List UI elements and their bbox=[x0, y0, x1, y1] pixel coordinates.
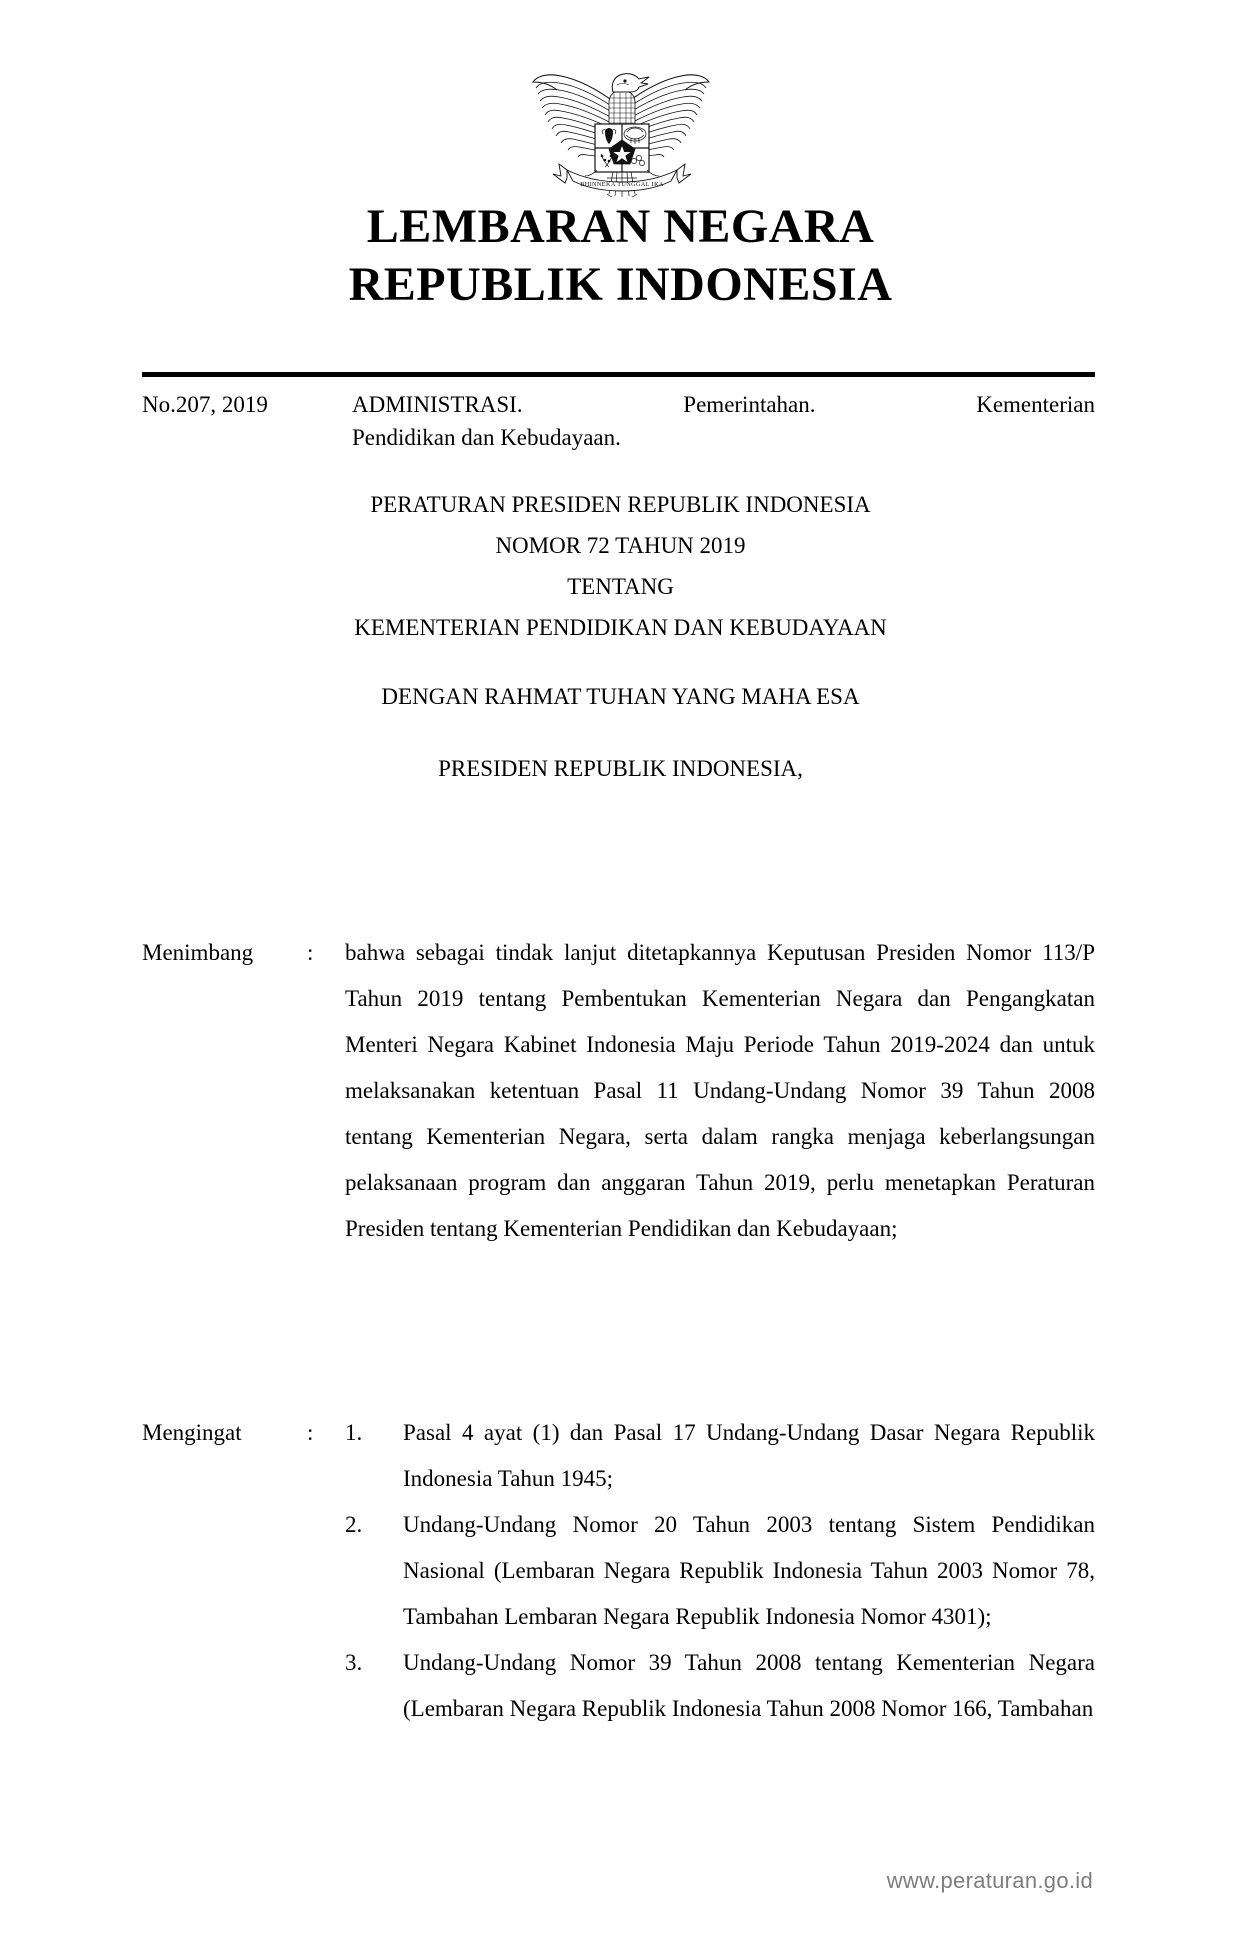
emblem-container bbox=[0, 52, 1241, 202]
legal-basis-section bbox=[142, 1410, 1095, 1732]
gazette-subject-line-1: ADMINISTRASI. Pemerintahan. Kementerian bbox=[352, 392, 1095, 417]
regulation-title-block bbox=[0, 484, 1241, 789]
svg-text:BHINNEKA TUNGGAL IKA: BHINNEKA TUNGGAL IKA bbox=[579, 181, 664, 188]
legal-basis-label: Mengingat bbox=[142, 1420, 242, 1445]
legal-basis-list bbox=[345, 1410, 1095, 1732]
page-footer bbox=[0, 1868, 1241, 1894]
masthead-line-1: LEMBARAN NEGARA bbox=[366, 200, 875, 253]
title-line-1: PERATURAN PRESIDEN REPUBLIK INDONESIA bbox=[370, 492, 871, 517]
considerations-text: bahwa sebagai tindak lanjut ditetapkannya Keputusan Presiden Nomor 113/P Tahun 2019 tentang Pembentukan Kementerian Negara dan Pengangkatan Menteri Negara Kabinet Indonesia Maju Periode Tahun 2019-2024 dan untuk melaksanakan ketentuan Pasal 11 Undang-Undang Nomor 39 Tahun 2008 tentang Kementerian Negara, serta dalam rangka menjaga keberlangsungan pelaksanaan program dan anggaran Tahun 2019, perlu menetapkan Peraturan Presiden tentang Kementerian Pendidikan dan Kebudayaan; bbox=[345, 940, 1095, 1241]
list-item bbox=[345, 1502, 1095, 1640]
title-line-2: NOMOR 72 TAHUN 2019 bbox=[495, 533, 746, 558]
header-divider bbox=[142, 372, 1095, 377]
legal-basis-colon: : bbox=[307, 1420, 314, 1445]
gazette-subject-line-2: Pendidikan dan Kebudayaan. bbox=[352, 425, 621, 450]
list-item-marker: 3. bbox=[345, 1650, 363, 1675]
title-line-3: TENTANG bbox=[567, 574, 674, 599]
considerations-label: Menimbang bbox=[142, 940, 254, 965]
list-item-text: Pasal 4 ayat (1) dan Pasal 17 Undang-Undang Dasar Negara Republik Indonesia Tahun 1945; bbox=[403, 1420, 1095, 1491]
blessing-line: DENGAN RAHMAT TUHAN YANG MAHA ESA bbox=[381, 684, 860, 709]
list-item-text: Undang-Undang Nomor 39 Tahun 2008 tentang Kementerian Negara (Lembaran Negara Republik Indonesia Tahun 2008 Nomor 166, Tambahan bbox=[403, 1650, 1095, 1721]
considerations-section bbox=[142, 930, 1095, 1252]
list-item bbox=[345, 1410, 1095, 1502]
source-watermark: www.peraturan.go.id bbox=[886, 1868, 1093, 1893]
masthead bbox=[0, 198, 1241, 314]
list-item bbox=[345, 1640, 1095, 1732]
title-line-4: KEMENTERIAN PENDIDIKAN DAN KEBUDAYAAN bbox=[354, 615, 887, 640]
masthead-line-2: REPUBLIK INDONESIA bbox=[348, 258, 893, 311]
list-item-text: Undang-Undang Nomor 20 Tahun 2003 tentang Sistem Pendidikan Nasional (Lembaran Negara Republik Indonesia Tahun 2003 Nomor 78, Tambahan Lembaran Negara Republik Indonesia Nomor 4301); bbox=[403, 1512, 1095, 1629]
gazette-subject bbox=[352, 388, 1095, 454]
list-item-marker: 2. bbox=[345, 1512, 363, 1537]
list-item-marker: 1. bbox=[345, 1420, 363, 1445]
authority-line: PRESIDEN REPUBLIK INDONESIA, bbox=[438, 756, 803, 781]
gazette-header bbox=[142, 388, 1095, 454]
considerations-colon: : bbox=[307, 940, 314, 965]
gazette-number: No.207, 2019 bbox=[142, 392, 268, 417]
garuda-pancasila-icon bbox=[521, 52, 721, 197]
